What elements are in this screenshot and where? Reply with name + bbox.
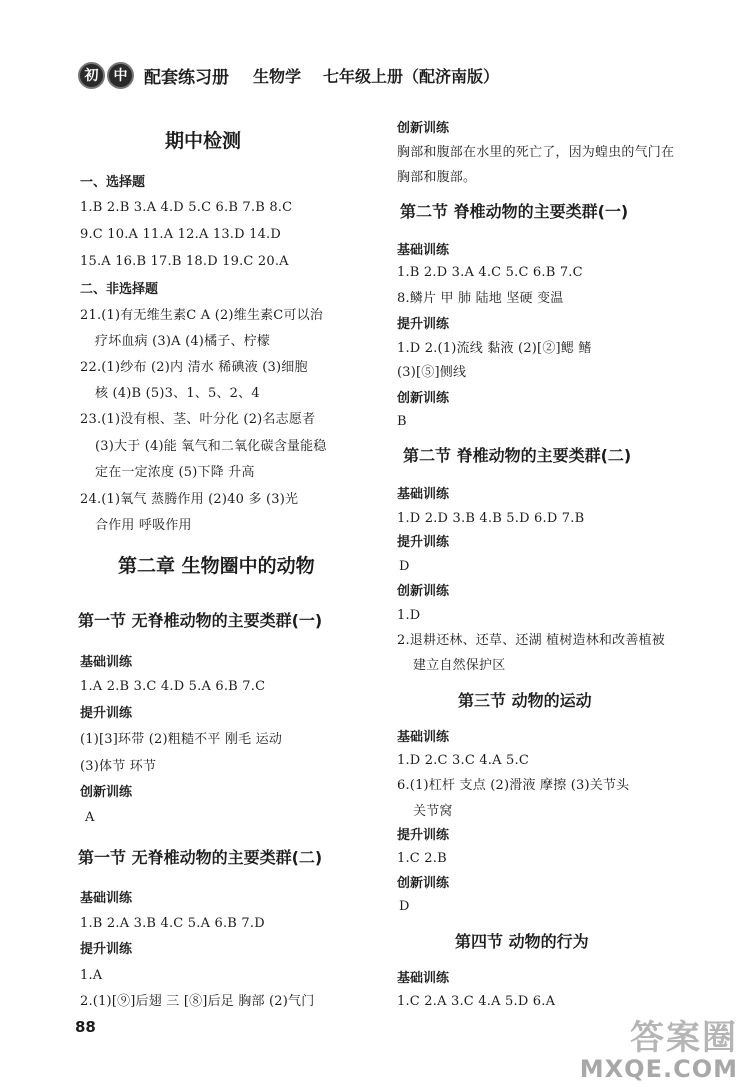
answer-line: (1)[3]环带 (2)粗糙不平 刚毛 运动 bbox=[80, 732, 283, 747]
book-title: 配套练习册 bbox=[144, 67, 229, 88]
answer-line: 1.D 2.C 3.C 4.A 5.C bbox=[397, 753, 529, 768]
chapter-title: 第二章 生物圈中的动物 bbox=[118, 555, 315, 577]
answer-line: 疗坏血病 (3)A (4)橘子、柠檬 bbox=[95, 334, 271, 349]
answer-line: 24.(1)氧气 蒸腾作用 (2)40 多 (3)光 bbox=[80, 492, 299, 507]
answer-line: 23.(1)没有根、茎、叶分化 (2)名志愿者 bbox=[80, 412, 316, 427]
answer-line: A bbox=[85, 810, 95, 825]
subsection-label: 提升训练 bbox=[397, 535, 450, 550]
answer-line: B bbox=[397, 414, 407, 429]
subsection-label: 提升训练 bbox=[397, 317, 450, 332]
answer-line: 22.(1)纱布 (2)内 清水 稀碘液 (3)细胞 bbox=[80, 360, 308, 375]
subsection-label: 创新训练 bbox=[397, 584, 450, 599]
section-title: 第一节 无脊椎动物的主要类群(二) bbox=[78, 848, 323, 867]
subsection-label: 基础训练 bbox=[80, 891, 133, 906]
page-header bbox=[78, 60, 521, 90]
edition: 七年级上册（配济南版） bbox=[323, 66, 500, 86]
watermark-main: 答案圈 bbox=[630, 1018, 738, 1058]
answer-line: (3)大于 (4)能 氧气和二氧化碳含量能稳 bbox=[95, 439, 327, 454]
answer-line: 胸部和腹部。 bbox=[397, 170, 477, 185]
midterm-title: 期中检测 bbox=[165, 130, 242, 152]
answer-line: 6.(1)杠杆 支点 (2)滑液 摩擦 (3)关节头 bbox=[397, 778, 630, 793]
answer-line: 1.C 2.A 3.C 4.A 5.D 6.A bbox=[397, 994, 556, 1009]
answer-line: 核 (4)B (5)3、1、5、2、4 bbox=[95, 386, 260, 401]
watermark bbox=[580, 1010, 738, 1083]
section-label: 一、选择题 bbox=[80, 175, 146, 190]
answer-line: 定在一定浓度 (5)下降 升高 bbox=[95, 465, 255, 480]
answer-line: 9.C 10.A 11.A 12.A 13.D 14.D bbox=[80, 227, 281, 242]
section-title: 第二节 脊椎动物的主要类群(二) bbox=[403, 446, 632, 465]
subsection-label: 基础训练 bbox=[397, 730, 450, 745]
section-label: 二、非选择题 bbox=[80, 282, 159, 297]
answer-line: 2.退耕还林、还草、还湖 植树造林和改善植被 bbox=[397, 633, 665, 648]
answer-line: 1.D 2.D 3.B 4.B 5.D 6.D 7.B bbox=[397, 511, 585, 526]
answer-line: 1.B 2.A 3.B 4.C 5.A 6.B 7.D bbox=[80, 916, 265, 931]
subject: 生物学 bbox=[253, 66, 302, 86]
section-title: 第三节 动物的运动 bbox=[458, 691, 592, 710]
answer-line: 1.D 2.(1)流线 黏液 (2)[②]鳃 鳍 bbox=[397, 341, 592, 356]
answer-line: 1.A bbox=[80, 968, 103, 983]
section-title: 第一节 无脊椎动物的主要类群(一) bbox=[78, 611, 323, 630]
subsection-label: 创新训练 bbox=[397, 876, 450, 891]
answer-line: 胸部和腹部在水里的死亡了，因为蝗虫的气门在 bbox=[397, 145, 675, 160]
answer-line: 15.A 16.B 17.B 18.D 19.C 20.A bbox=[80, 254, 289, 269]
logo-char: 初 bbox=[78, 62, 105, 89]
answer-line: D bbox=[399, 559, 410, 574]
answer-line: (3)[⑤]侧线 bbox=[397, 365, 467, 380]
answer-line: D bbox=[399, 899, 410, 914]
answer-line: 1.B 2.D 3.A 4.C 5.C 6.B 7.C bbox=[397, 265, 583, 280]
section-title: 第二节 脊椎动物的主要类群(一) bbox=[400, 202, 629, 221]
answer-line: 8.鳞片 甲 肺 陆地 坚硬 变温 bbox=[397, 291, 564, 306]
page-number: 88 bbox=[75, 1018, 96, 1036]
answer-line: (3)体节 环节 bbox=[80, 759, 157, 774]
subsection-label: 基础训练 bbox=[80, 655, 133, 670]
answer-line: 1.D bbox=[397, 608, 421, 623]
subsection-label: 提升训练 bbox=[397, 828, 450, 843]
subsection-label: 基础训练 bbox=[397, 243, 450, 258]
subsection-label: 创新训练 bbox=[397, 391, 450, 406]
answer-line: 1.A 2.B 3.C 4.D 5.A 6.B 7.C bbox=[80, 679, 266, 694]
answer-line: 2.(1)[⑨]后翅 三 [⑧]后足 胸部 (2)气门 bbox=[80, 994, 315, 1009]
answer-line: 1.C 2.B bbox=[397, 851, 447, 866]
answer-line: 21.(1)有无维生素C A (2)维生素C可以治 bbox=[80, 308, 324, 323]
subsection-label: 创新训练 bbox=[80, 785, 133, 800]
logo-char: 中 bbox=[107, 62, 134, 89]
answer-line: 关节窝 bbox=[413, 804, 453, 819]
subsection-label: 提升训练 bbox=[80, 942, 133, 957]
subsection-label: 提升训练 bbox=[80, 706, 133, 721]
subsection-label: 创新训练 bbox=[397, 121, 450, 136]
answer-line: 合作用 呼吸作用 bbox=[95, 518, 192, 533]
answer-line: 建立自然保护区 bbox=[413, 658, 506, 673]
subsection-label: 基础训练 bbox=[397, 971, 450, 986]
section-title: 第四节 动物的行为 bbox=[455, 932, 589, 951]
series-logo bbox=[78, 62, 136, 89]
watermark-site: MXQE.COM bbox=[579, 1055, 738, 1083]
answer-line: 1.B 2.B 3.A 4.D 5.C 6.B 7.B 8.C bbox=[80, 200, 293, 215]
subsection-label: 基础训练 bbox=[397, 487, 450, 502]
